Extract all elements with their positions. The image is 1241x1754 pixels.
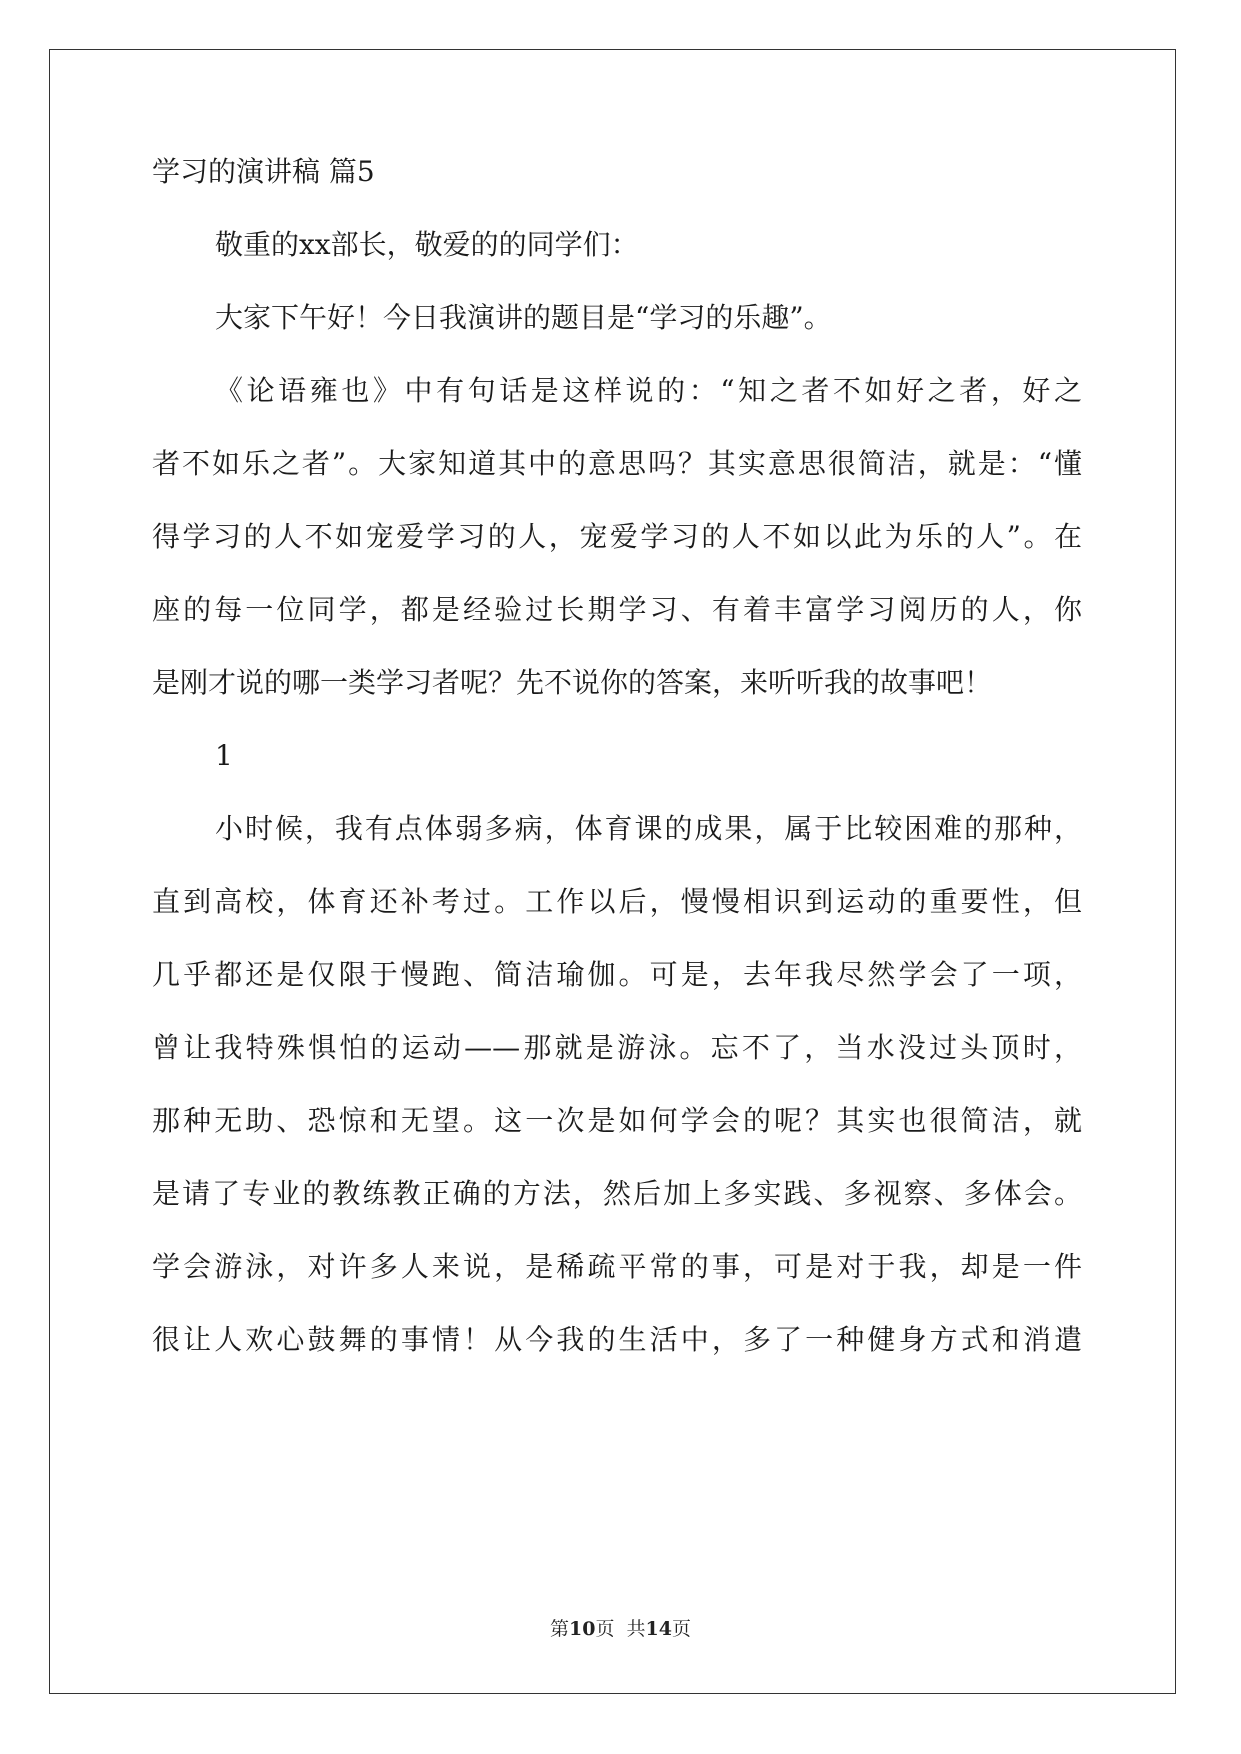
paragraph-line: 小时候，我有点体弱多病，体育课的成果，属于比较困难的那种， <box>215 812 1082 845</box>
salutation-line: 敬重的xx部长，敬爱的的同学们： <box>215 228 639 261</box>
page-footer <box>0 1617 1241 1641</box>
paragraph-line: 座的每一位同学，都是经验过长期学习、有着丰富学习阅历的人，你 <box>152 593 1082 626</box>
paragraph-line: 是请了专业的教练教正确的方法，然后加上多实践、多视察、多体会。 <box>152 1177 1082 1210</box>
paragraph-line: 得学习的人不如宠爱学习的人，宠爱学习的人不如以此为乐的人”。在 <box>152 520 1082 553</box>
paragraph-line: 很让人欢心鼓舞的事情！从今我的生活中，多了一种健身方式和消遣 <box>152 1323 1082 1356</box>
footer-prefix: 第 <box>549 1618 569 1640</box>
paragraph-line: 曾让我特殊惧怕的运动——那就是游泳。忘不了，当水没过头顶时， <box>152 1031 1082 1064</box>
paragraph-line: 是刚才说的哪一类学习者呢？先不说你的答案，来听听我的故事吧！ <box>152 666 993 699</box>
paragraph-line: 几乎都还是仅限于慢跑、简洁瑜伽。可是，去年我尽然学会了一项， <box>152 958 1082 991</box>
paragraph-line: 那种无助、恐惊和无望。这一次是如何学会的呢？其实也很简洁，就 <box>152 1104 1082 1137</box>
document-heading: 学习的演讲稿 篇5 <box>152 155 375 188</box>
paragraph-line: 学会游泳，对许多人来说，是稀疏平常的事，可是对于我，却是一件 <box>152 1250 1082 1283</box>
section-number: 1 <box>215 739 233 772</box>
paragraph-line: 直到高校，体育还补考过。工作以后，慢慢相识到运动的重要性，但 <box>152 885 1082 918</box>
footer-suffix: 页 <box>672 1618 692 1640</box>
paragraph-line: 者不如乐之者”。大家知道其中的意思吗？其实意思很简洁，就是：“懂 <box>152 447 1082 480</box>
paragraph-line: 《论语雍也》中有句话是这样说的：“知之者不如好之者，好之 <box>215 374 1082 407</box>
page-border <box>49 49 1176 1694</box>
greeting-line: 大家下午好！今日我演讲的题目是“学习的乐趣”。 <box>215 301 832 334</box>
total-pages-number: 14 <box>645 1618 672 1640</box>
footer-middle: 页 共 <box>595 1618 646 1640</box>
current-page-number: 10 <box>569 1618 596 1640</box>
